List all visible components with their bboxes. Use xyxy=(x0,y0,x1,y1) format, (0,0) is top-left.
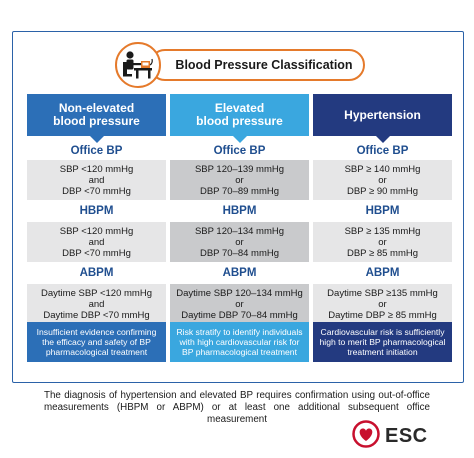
hbpm-label: HBPM xyxy=(27,200,166,222)
office-bp-label: Office BP xyxy=(170,136,309,160)
value-line: SBP 120–134 mmHg xyxy=(194,225,285,237)
person-at-desk-with-bp-monitor-icon xyxy=(115,42,161,88)
footer-non-elevated: Insufficient evidence confirming the efficacy and safety of BP pharmacological treatment xyxy=(27,322,166,362)
value-line: Daytime SBP 120–134 mmHg xyxy=(176,287,303,299)
value-line: Daytime DBP ≥ 85 mmHg xyxy=(328,309,437,321)
value-line: SBP 120–139 mmHg xyxy=(194,163,285,175)
value-conj: or xyxy=(378,236,387,248)
abpm-values xyxy=(170,284,309,324)
hbpm-label: HBPM xyxy=(170,200,309,222)
diagnosis-note: The diagnosis of hypertension and elevated BP requires confirmation using out-of-office measurements (HBPM or ABPM) or at least one additional subsequent office measurement xyxy=(44,390,430,425)
value-line: DBP ≥ 90 mmHg xyxy=(346,185,419,197)
title-pill xyxy=(149,49,364,81)
heart-logo-icon xyxy=(352,420,380,453)
title-banner xyxy=(0,42,474,88)
hbpm-values xyxy=(170,222,309,262)
value-conj: or xyxy=(235,236,244,248)
abpm-label: ABPM xyxy=(313,262,452,284)
abpm-label: ABPM xyxy=(170,262,309,284)
hbpm-values xyxy=(27,222,166,262)
value-line: SBP <120 mmHg xyxy=(59,163,134,175)
header-elevated xyxy=(170,94,309,136)
value-line: DBP ≥ 85 mmHg xyxy=(346,247,419,259)
value-line: Daytime DBP 70–84 mmHg xyxy=(181,309,298,321)
footer-hypertension: Cardiovascular risk is sufficiently high to merit BP pharmacological treatment initiation xyxy=(313,322,452,362)
value-conj: and xyxy=(88,298,105,310)
value-line: DBP 70–89 mmHg xyxy=(199,185,279,197)
value-line: DBP <70 mmHg xyxy=(62,247,131,259)
office-bp-label: Office BP xyxy=(27,136,166,160)
hbpm-values xyxy=(313,222,452,262)
footer-elevated: Risk stratify to identify individuals with high cardiovascular risk for BP pharmacological treatment xyxy=(170,322,309,362)
value-conj: or xyxy=(378,174,387,186)
value-line: Daytime DBP <70 mmHg xyxy=(43,309,150,321)
header-line1: Non-elevated xyxy=(58,101,135,115)
abpm-values xyxy=(27,284,166,324)
office-bp-values xyxy=(27,160,166,200)
header-line2: blood pressure xyxy=(53,114,140,128)
value-line: Daytime SBP ≥135 mmHg xyxy=(327,287,438,299)
value-line: DBP 70–84 mmHg xyxy=(199,247,279,259)
value-line: SBP <120 mmHg xyxy=(59,225,134,237)
value-line: Daytime SBP <120 mmHg xyxy=(41,287,152,299)
esc-logo xyxy=(352,421,428,451)
abpm-values xyxy=(313,284,452,324)
value-conj: and xyxy=(88,236,105,248)
value-line: SBP ≥ 140 mmHg xyxy=(344,163,421,175)
value-conj: and xyxy=(88,174,105,186)
logo-text: ESC xyxy=(385,424,428,447)
header-line2: blood pressure xyxy=(196,114,283,128)
value-conj: or xyxy=(378,298,387,310)
diagram-title: Blood Pressure Classification xyxy=(175,58,353,72)
office-bp-label: Office BP xyxy=(313,136,452,160)
header-hypertension xyxy=(313,94,452,136)
abpm-label: ABPM xyxy=(27,262,166,284)
value-conj: or xyxy=(235,298,244,310)
header-line1: Elevated xyxy=(214,101,265,115)
value-line: DBP <70 mmHg xyxy=(62,185,131,197)
office-bp-values xyxy=(313,160,452,200)
value-conj: or xyxy=(235,174,244,186)
header-non-elevated xyxy=(27,94,166,136)
hbpm-label: HBPM xyxy=(313,200,452,222)
office-bp-values xyxy=(170,160,309,200)
header-line1: Hypertension xyxy=(344,107,421,122)
value-line: SBP ≥ 135 mmHg xyxy=(344,225,421,237)
